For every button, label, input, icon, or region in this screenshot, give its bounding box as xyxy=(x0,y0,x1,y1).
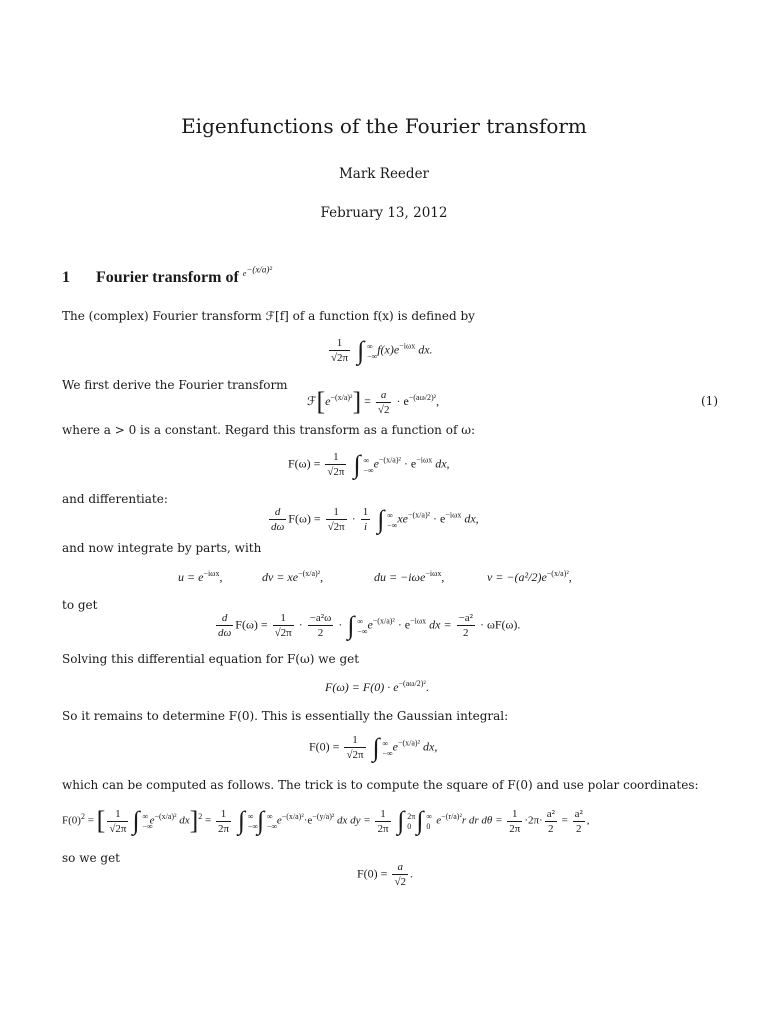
paragraph-remains: So it remains to determine F(0). This is essentially the Gaussian integral: xyxy=(62,709,509,723)
author-name: Mark Reeder xyxy=(338,166,430,182)
equation-number-1: (1) xyxy=(701,394,718,408)
equation-solution: $F(\omega) = F(0) \cdot e^{-(a\omega/2)^2}$. xyxy=(325,679,429,694)
section-title: Fourier transform of xyxy=(96,268,239,286)
equation-F0-final: F(0) = $\frac{a}{√2}$ . xyxy=(357,861,413,888)
section-exp-sup: −(x/a)² xyxy=(246,264,273,274)
equation-to-get: $\frac{d}{d\omega}$ F(ω) = $\frac{1}{√2\pi}$ · $\frac{\text{−a²ω}}{2}$ · ∫ ∞ −∞ $e^{-(x/a)^2} \cdot e^{-i\omega x}$ dx = $\frac{\text{−a²}}{2}$ · ωF(ω). xyxy=(218,610,521,640)
paragraph-parts: and now integrate by parts, with xyxy=(62,541,262,555)
equation-F0-integral: F(0) = $\frac{1}{√2\pi}$ ∫ ∞ −∞ $e^{-(x/a)^2}$ dx, xyxy=(309,732,438,762)
equation-du: du = −iωe$^{-i\omega x}$, xyxy=(374,569,445,584)
paragraph-differentiate: and differentiate: xyxy=(62,492,168,506)
paragraph-to-get: to get xyxy=(62,598,98,612)
integral-sign: ∫ ∞ −∞ xyxy=(357,335,378,365)
paragraph-constant: where a > 0 is a constant. Regard this transform as a function of ω: xyxy=(62,423,476,437)
equation-F-omega: F(ω) = $\frac{1}{√2\pi}$ ∫ ∞ −∞ $e^{-(x/a)^2} \cdot e^{-i\omega x}$ dx, xyxy=(288,449,450,479)
equation-derivative: $\frac{d}{d\omega}$ F(ω) = $\frac{1}{√2\pi}$ · $\frac{1}{i}$ ∫ ∞ −∞ $xe^{-(x/a)^2} \cdot e^{-i\omega x}$ dx, xyxy=(271,504,479,534)
paragraph-solving: Solving this differential equation for F(ω) we get xyxy=(62,652,360,666)
paragraph-polar: which can be computed as follows. The trick is to compute the square of F(0) and use polar coordinates: xyxy=(62,778,699,792)
paragraph-so-we-get: so we get xyxy=(62,851,120,865)
section-exp-base: e xyxy=(242,268,247,278)
equation-u: $u = e^{-i\omega x}$, xyxy=(178,569,223,584)
equation-dv: dv = $xe^{-(x/a)^2}$, xyxy=(262,569,324,584)
paragraph-derive: We first derive the Fourier transform xyxy=(62,378,288,392)
paper-date: February 13, 2012 xyxy=(320,205,448,221)
equation-1: $ℱ[e^{-(x/a)^2}]$ = $\frac{a}{√2}$ · $e^{-(a\omega/2)^2}$, xyxy=(307,387,440,416)
section-heading xyxy=(62,264,272,287)
paragraph-definition: The (complex) Fourier transform ℱ[f] of a function f(x) is defined by xyxy=(62,309,475,323)
equation-squared: $F(0)^2$ = [ $\frac{1}{√2\pi}$ ∫ ∞ −∞ $e^{-(x/a)^2}$ dx]$^2$ = $\frac{1}{2\pi}$ ∫ ∞ −∞ ∫ ∞ −∞ $e^{-(x/a)^2}\cdot e^{-(y/a)^2}$ dx dy = $\frac{1}{2\pi}$ ∫ 2π 0 ∫ ∞ 0 $e^{-(r/a)^2}r$ dr dθ = $\frac{1}{2\pi}$ ·2π· $\frac{\text{a²}}{2}$ = $\frac{\text{a²}}{2}$ , xyxy=(62,806,590,835)
section-number: 1 xyxy=(62,268,70,286)
paper-title: Eigenfunctions of the Fourier transform xyxy=(181,114,587,138)
equation-definition: $\frac{1}{√2\pi}$ ∫ ∞ −∞ $f(x)e^{-i\omega x}$ dx. xyxy=(331,335,433,365)
equation-v: $v = -(a^2/2)e^{-(x/a)^2}$, xyxy=(487,569,572,584)
